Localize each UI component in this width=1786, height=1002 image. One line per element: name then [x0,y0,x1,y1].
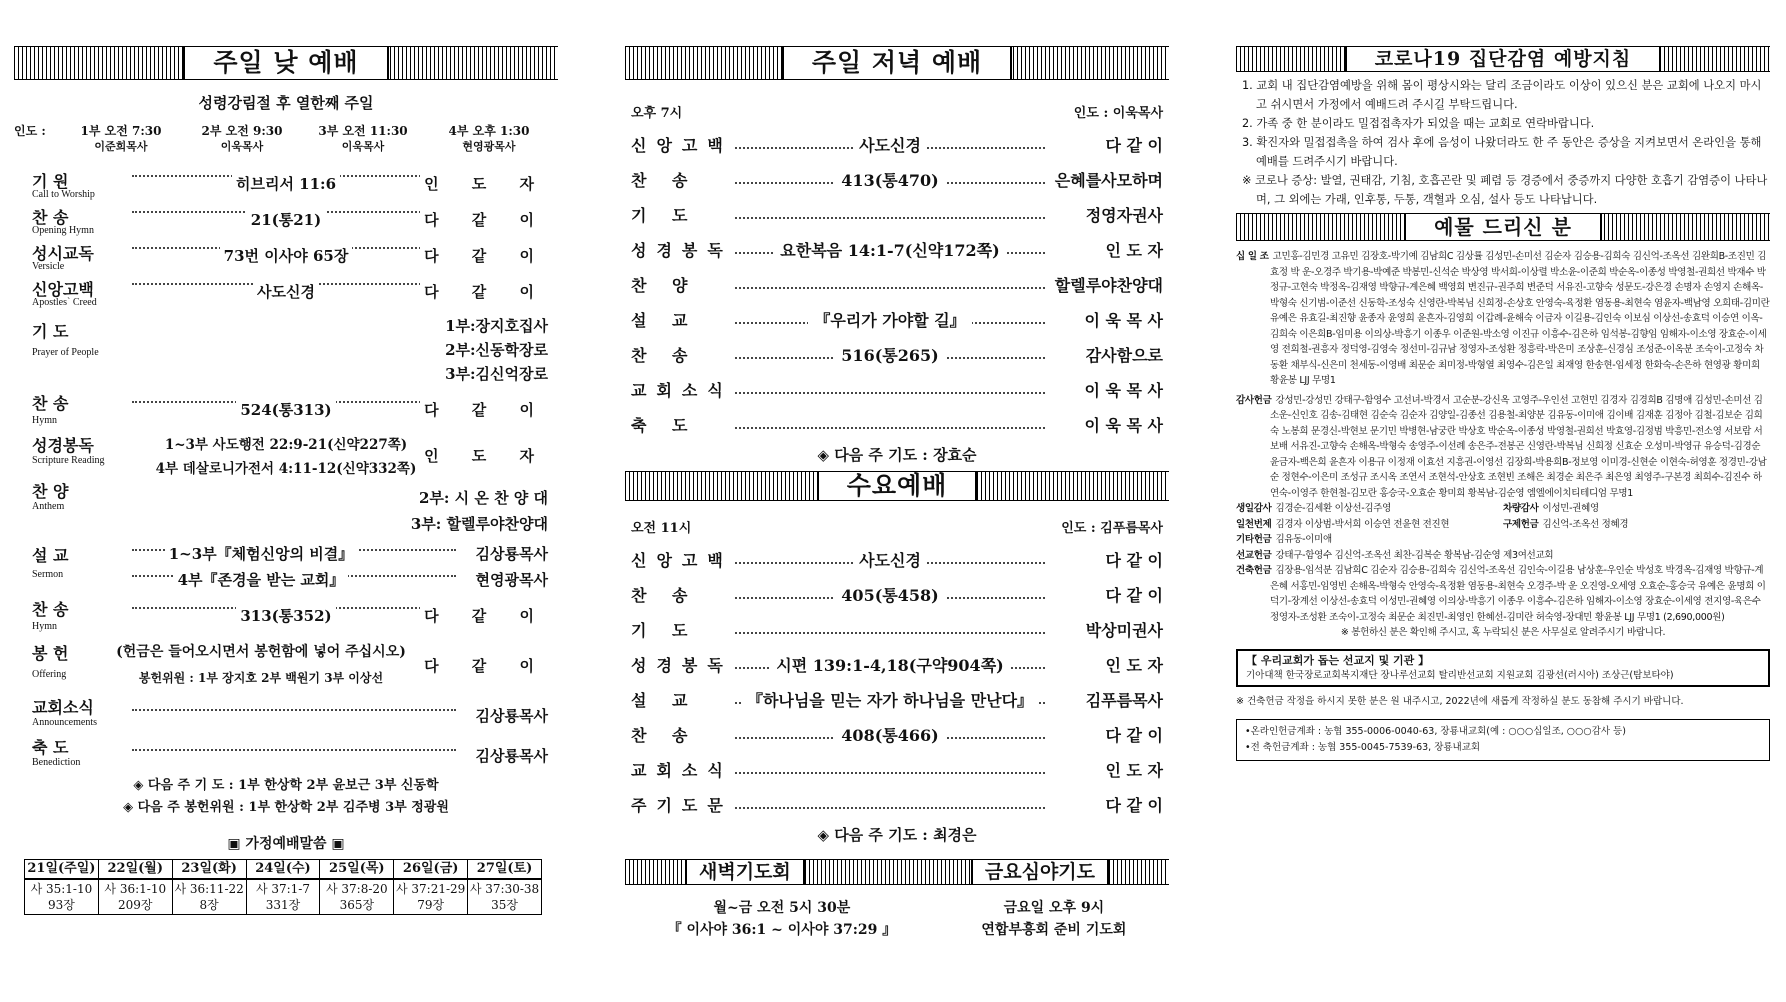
sermon-title-1: 1~3부『체험신앙의 비결』 [165,545,358,563]
order-opening-hymn [14,203,558,239]
order-person: 다 같 이 [420,211,552,229]
building-note: ※ 건축헌금 작정을 하시지 못한 분은 원 내주시고, 2022년에 새롭게 작정하실 분도 동참해 주시기 바랍니다. [1236,695,1684,707]
order-person: 은혜를사모하며 [1054,171,1163,190]
wednesday-order [625,542,1169,822]
order-content: 405(통458) [835,586,944,605]
order-label: 봉 헌 [32,644,69,663]
order-benediction [14,735,558,775]
order-person: 인 도 자 [1105,241,1163,260]
wednesday-time: 오전 11시 [631,521,692,536]
order-row [625,372,1169,407]
leader-label: 인도 : [14,124,46,138]
offering-committee: 봉헌위원 : 1부 장지호 2부 백원기 3부 이상선 [135,671,387,685]
order-person: 다 같 이 [420,607,552,625]
evening-header [631,102,1163,121]
family-worship-title: ▣ 가정예배말씀 ▣ [227,836,345,852]
notice-item: ※ 코로나 증상: 발열, 권태감, 기침, 호흡곤란 및 폐렴 등 경증에서 중증까지 다양한 호흡기 감염증이 나타나며, 그 외에는 가래, 인후통, 두통, 객혈과 오심, 설사 등도 나타납니다. [1242,174,1768,206]
order-person: 박상미권사 [1085,621,1163,640]
order-label: 찬 송 [631,726,698,745]
order-content: 『우리가 가야할 길』 [808,311,971,330]
order-row [625,407,1169,442]
order-label: 성경봉독 [631,656,733,675]
mission-box [1236,649,1770,687]
sermon-preacher-1: 김상룡목사 [472,545,552,563]
order-label: 찬 송 [631,586,698,605]
order-label: 찬 송 [32,208,69,227]
order-versicle [14,239,558,275]
evening-order [625,127,1169,442]
wednesday-title: 수요예배 [817,472,978,500]
order-scripture-reading [14,433,558,479]
order-row [625,542,1169,577]
verse-cell: 사 35:1-10 93장 [25,879,99,915]
table-row [25,860,542,880]
order-label-en: Opening Hymn [32,225,94,236]
order-hymn [14,391,558,433]
covid-banner [1236,46,1770,72]
mission-box-title: 【 우리교회가 돕는 선교지 및 기관 】 [1246,653,1430,667]
order-row [625,197,1169,232]
dawn-prayer-time: 월~금 오전 5시 30분 [713,900,851,916]
liturgical-subtitle: 성령강림절 후 열한째 주일 [198,94,374,112]
wednesday-next-prayer: ◈ 다음 주 기도 : 최경은 [817,826,977,844]
service-2-time: 2부 오전 9:30 [201,124,283,138]
online-account: •온라인헌금계좌 : 농협 355-0006-0040-63, 장룡내교회(예 : ○○○십일조, ○○○감사 등) [1245,725,1626,737]
order-label: 찬 송 [631,171,698,190]
service-4-leader: 현영광목사 [462,140,516,153]
order-person: 김상룡목사 [472,707,552,725]
offering-note: ※ 봉헌하신 분은 확인해 주시고, 혹 누락되신 분은 사무실로 알려주시기 바랍니다. [1340,627,1666,638]
order-offering [14,641,558,695]
evening-time: 오후 7시 [631,106,683,121]
friday-prayer-title: 금요심야기도 [971,860,1109,884]
order-content: 사도신경 [253,283,319,301]
order-person: 할렐루야찬양대 [1054,276,1163,295]
order-label: 신앙고백 [631,551,733,570]
day-cell: 24일(수) [246,860,320,880]
account-box [1236,719,1770,761]
evening-leader: 인도 : 이욱목사 [1073,106,1163,121]
order-row [625,162,1169,197]
order-label: 교회소식 [631,381,733,400]
day-cell: 26일(금) [394,860,468,880]
order-person: 인 도 자 [1105,656,1163,675]
order-label: 주기도문 [631,796,733,815]
dawn-prayer-title: 새벽기도회 [685,860,805,884]
order-person: 이 욱 목 사 [1084,381,1163,400]
order-label-en: Prayer of People [32,347,99,358]
order-content: 516(통265) [835,346,944,365]
order-label: 교회소식 [32,698,94,717]
order-person: 이 욱 목 사 [1084,416,1163,435]
verse-cell: 사 37:1-7 331장 [246,879,320,915]
sunday-evening-banner [625,46,1169,80]
order-label: 성경봉독 [631,241,733,260]
table-row [25,879,542,915]
order-person: 다 같 이 [420,401,552,419]
order-person: 인 도 자 [420,447,552,465]
next-prayer: ◈ 다음 주 기 도 : 1부 한상학 2부 윤보근 3부 신동학 [133,778,439,793]
order-row [625,302,1169,337]
week-relief-row: 일천번제 김경자 이상범-박서희 이승연 전윤현 전진현 구제헌금 김신억-조옥선 정혜경 [1236,518,1629,530]
prayer-service-3: 3부:김신억장로 [441,365,552,383]
friday-prayer-info [981,897,1126,941]
service-2-leader: 이욱목사 [220,140,264,153]
covid-notices [1236,76,1770,209]
order-prayer [14,311,558,383]
order-label: 기 도 [32,322,69,341]
order-label-en: Sermon [32,569,64,580]
order-row [625,647,1169,682]
day-cell: 27일(토) [468,860,542,880]
order-label: 축 도 [631,416,698,435]
order-row [625,337,1169,372]
order-label-en: Hymn [32,621,57,632]
order-announcements [14,695,558,735]
order-row [625,752,1169,787]
wednesday-header [631,517,1163,536]
day-cell: 22일(월) [98,860,172,880]
friday-prayer-text: 연합부흥회 준비 기도회 [981,922,1127,938]
verse-cell: 사 36:1-10 209장 [98,879,172,915]
verse-cell: 사 37:30-38 35장 [468,879,542,915]
order-person: 정영자권사 [1085,206,1163,225]
order-content: 히브리서 11:6 [232,175,340,193]
order-label: 설 교 [631,691,698,710]
wednesday-banner [625,471,1169,501]
anthem-service-3: 3부: 할렐루야찬양대 [407,515,552,533]
order-content: 413(통470) [835,171,944,190]
sermon-title-2: 4부『존경을 받는 교회』 [174,571,349,589]
order-sermon [14,539,558,597]
order-label-en: Versicle [32,261,65,272]
wednesday-leader: 인도 : 김푸름목사 [1061,521,1163,536]
order-person: 다 같 이 [420,283,552,301]
order-label-en: Apostles` Creed [32,297,97,308]
service-1-time: 1부 오전 7:30 [80,124,162,138]
order-content: 요한복음 14:1-7(신약172쪽) [774,241,1005,260]
order-label: 축 도 [32,738,69,757]
birth-trip-row: 생일감사 김경순-김세환 이상선-김주영 차량감사 이성민-권혜영 [1236,503,1599,514]
order-content: 사도신경 [853,551,927,570]
anthem-service-2: 2부: 시 온 찬 양 대 [415,489,552,507]
order-label: 기 도 [631,621,698,640]
order-row [625,267,1169,302]
order-label: 찬 송 [32,600,69,619]
other-list: 기타헌금 김유동-이미애 [1236,534,1332,545]
order-row [625,787,1169,822]
order-person: 다 같 이 [420,657,552,675]
order-row [625,612,1169,647]
order-label: 설 교 [631,311,698,330]
thanks-list: 감사헌금 강성민-강성민 강태구-함영수 고선녀-박경서 고순분-강신옥 고영주-우인선 고현민 김경자 김경희B 김명애 김성민-손미선 김소운-신인호 김송-김태현 김순숙 김순자 김양일-김종선 김용철-최양분 김유동-이미애 김이배 김재훈 김정아 김철-김보순 김희숙 노봉희 문경신-박현보 문기민 박병현-남궁란 박상호 박순옥-이종성 박영철-권희선 박효영-김정범 박흥민-전소영 서보람 서보배 서유진-고향숙 손해옥-박형숙 송영주-이선례 송은주-전봉곤 신영란-박복님 신희정 신효순 오성미-박영규 유승덕-김경순 윤금자-백은희 윤흔자 이용규 이정재 이효선 지흥권-이영선 김장희-박용희B-정보영 이미경-신현순 이현숙-허영훈 정경민-강남순 정현수-이은미 조성규 조시옥 조연서 조현석-안상호 조현빈 조해은 최경순 최은주 최은영 최영주-구본경 최희수-김진수 하연숙-이영주 한현철-김모란 홍승국-오효순 황미희 황복남-김순영 엠엘에이치티테디엄 무명1 [1236,394,1767,499]
order-content: 73번 이사야 65장 [220,247,353,265]
offerings-list [1236,249,1770,641]
offering-note: (헌금은 들어오시면서 봉헌함에 넣어 주십시오) [112,644,410,660]
sunday-morning-banner [14,46,558,80]
verse-cell: 사 37:8-20 365장 [320,879,394,915]
mission-list: 선교헌금 강태구-함영수 김신억-조옥선 최찬-김복순 황복남-김순영 제3여선교회 [1236,549,1554,561]
notice-item: 1. 교회 내 집단감염예방을 위해 몸이 평상시와는 달리 조금이라도 이상이 있으신 분은 교회에 나오지 마시고 쉬시면서 가정에서 예배드려 주시길 부탁드립니다. [1242,79,1762,111]
prayer-service-2: 2부:신동학장로 [441,341,552,359]
order-creed [14,275,558,311]
order-label: 설 교 [32,546,69,565]
order-label: 기 원 [32,172,69,191]
order-label: 기 도 [631,206,698,225]
notice-item: 3. 확진자와 밀접접촉을 하여 검사 후에 음성이 나왔더라도 한 주 동안은 증상을 지켜보면서 온라인을 통해 예배를 드려주시기 바랍니다. [1242,136,1762,168]
prayer-meetings [625,897,1169,941]
order-label-en: Offering [32,669,67,680]
order-content: 21(통21) [247,211,325,229]
prayer-service-1: 1부:장지호집사 [441,317,552,335]
order-label: 성시교독 [32,244,94,263]
sunday-morning-title: 주일 낮 예배 [183,47,388,79]
evening-wednesday-section [625,46,1169,941]
service-3-leader: 이욱목사 [341,140,385,153]
order-content: 『하나님을 믿는 자가 하나님을 만난다』 [741,691,1039,710]
order-person: 김푸름목사 [1085,691,1163,710]
order-label: 성경봉독 [32,436,94,455]
order-content: 524(통313) [236,401,335,419]
dawn-prayer-info [668,897,897,941]
service-times [14,123,558,155]
notice-item: 2. 가족 중 한 분이라도 밀접접촉자가 되었을 때는 교회로 연락바랍니다. [1242,117,1595,130]
order-row [625,127,1169,162]
verse-cell: 사 36:11-22 8장 [172,879,246,915]
scripture-service-4: 4부 데살로니가전서 4:11-12(신약332쪽) [152,461,421,477]
order-person: 다 같 이 [420,247,552,265]
offerings-title: 예물 드리신 분 [1404,214,1602,240]
order-content: 사도신경 [853,136,927,155]
friday-prayer-time: 금요일 오후 9시 [1003,900,1105,916]
order-person: 감사함으로 [1085,346,1163,365]
prayer-meetings-banner [625,859,1169,885]
order-label-en: Call to Worship [32,189,95,200]
order-label-en: Hymn [32,415,57,426]
service-3-time: 3부 오전 11:30 [318,124,408,138]
order-person: 인 도 자 [420,175,552,193]
sunday-morning-section [14,46,558,915]
sermon-preacher-2: 현영광목사 [472,571,552,589]
order-label-en: Scripture Reading [32,455,105,466]
offerings-banner [1236,213,1770,241]
order-label-en: Anthem [32,501,65,512]
order-label: 찬 송 [631,346,698,365]
order-call-to-worship [14,167,558,203]
evening-next-prayer: ◈ 다음 주 기도 : 장효순 [817,446,977,464]
order-person: 다 같 이 [1105,136,1163,155]
building-list: 건축헌금 김장용-임석분 김남희C 김순자 김승용-김희숙 김신억-조옥선 김인숙-이길용 남상훈-우인순 박성호 박경옥-김재영 박향규-계은혜 서홍민-임영빈 손해옥-박형숙 안영숙-육정환 염동용-최현숙 오경주-박 운 오진영-오세영 오효순-홍승국 유예은 윤명희 이덕기-장계선 이상선-송효덕 이성민-권혜영 이의상-박흥기 이종우 이흥수-김은하 임해자-이소영 장효순-이세영 전지영-육은수 정영자-조성환 조숙이-고정숙 최문순 최진민-최영인 한혜선-김미란 허숙영-장대민 황윤봉 LJJ 무명1 (2,690,000원) [1236,565,1766,623]
scripture-services-1-3: 1~3부 사도행전 22:9-21(신약227쪽) [161,437,411,453]
service-4-time: 4부 오후 1:30 [448,124,530,138]
order-person: 김상룡목사 [472,747,552,765]
mission-box-text: 기아대책 한국장로교회복지재단 장나루선교회 탈리반선교회 지원교회 김광선(러시아) 조상근(탐보타야) [1246,669,1674,681]
order-label: 찬 양 [32,482,69,501]
day-cell: 23일(화) [172,860,246,880]
order-person: 인 도 자 [1105,761,1163,780]
verse-cell: 사 37:21-29 79장 [394,879,468,915]
order-row [625,232,1169,267]
day-cell: 25일(목) [320,860,394,880]
tithe-list: 십 일 조 고민홍-김민경 고유민 김장호-박기예 김남희C 김상률 김성민-손미선 김순자 김승용-김희숙 김신억-조옥선 김완희B-조진민 김효정 박 운-오경주 박기용-박예준 박봉민-신석순 박상영 박서희-이상렬 박소윤-이준희 박순옥-이종성 박영철-권희선 박재수 박정규-고현숙 박정옥-김재영 박향규-계은혜 백영희 변진규-권주희 변준덕 서유진-고향숙 성문도-강은경 손명자 손영지 손해옥-박형숙 신기범-이준선 신동학-조성숙 신영란-박복님 신희정-손상호 안영숙-육정환 염동용-최현숙 염윤자-백남영 오희태-김미란 유예은 유효길-최진향 윤종자 윤영희 윤흔자-김영희 이갑례-윤해숙 이금자 이길용-김인숙 이보심 이상선-송효덕 이승연 이옥-김희숙 이은희B-임미용 이의상-박흥기 이종우 이준원-박소영 이진규 이흥수-김은하 임석봉-김향임 임해자-이소영 장효순-이세영 전희철-권흥자 정덕영-김영숙 정선미-김규남 정영자-조성환 정흥락-박은미 조상훈-신경심 조성준-이옥분 조숙이-고정숙 차동환 채부식-신은미 천세동-이영배 최문순 최미정-박형열 최영수-김은일 최재영 한송현-임세정 한화숙-손은하 현영광 황미희 황윤봉 LJJ 무명1 [1236,251,1770,386]
building-account: •전 축헌금계좌 : 농협 355-0045-7539-63, 장룡내교회 [1245,741,1481,753]
service-1-leader: 이준희목사 [94,140,148,153]
dawn-prayer-text: 『 이사야 36:1 ~ 이사야 37:29 』 [667,922,897,938]
order-row [625,717,1169,752]
next-offering-committee: ◈ 다음 주 봉헌위원 : 1부 한상학 2부 김주병 3부 정광원 [123,800,449,815]
order-content: 시편 139:1-4,18(구약904쪽) [770,656,1009,675]
order-label-en: Benediction [32,757,81,768]
family-worship-table [24,859,542,915]
order-row [625,682,1169,717]
order-person: 다 같 이 [1105,796,1163,815]
order-row [625,577,1169,612]
order-anthem [14,479,558,539]
order-person: 다 같 이 [1105,586,1163,605]
order-label: 찬 송 [32,394,69,413]
order-label: 신앙고백 [32,280,94,299]
order-label-en: Announcements [32,717,97,728]
covid-title: 코로나19 집단감염 예방지침 [1345,47,1662,71]
order-label: 찬 양 [631,276,698,295]
day-cell: 21일(주일) [25,860,99,880]
sunday-evening-title: 주일 저녁 예배 [782,47,1012,79]
order-content: 408(통466) [835,726,944,745]
order-person: 다 같 이 [1105,726,1163,745]
order-content: 313(통352) [236,607,335,625]
order-closing-hymn [14,597,558,641]
order-person: 이 욱 목 사 [1084,311,1163,330]
order-label: 신앙고백 [631,136,733,155]
order-person: 다 같 이 [1105,551,1163,570]
order-label: 교회소식 [631,761,733,780]
notices-section [1236,46,1770,761]
